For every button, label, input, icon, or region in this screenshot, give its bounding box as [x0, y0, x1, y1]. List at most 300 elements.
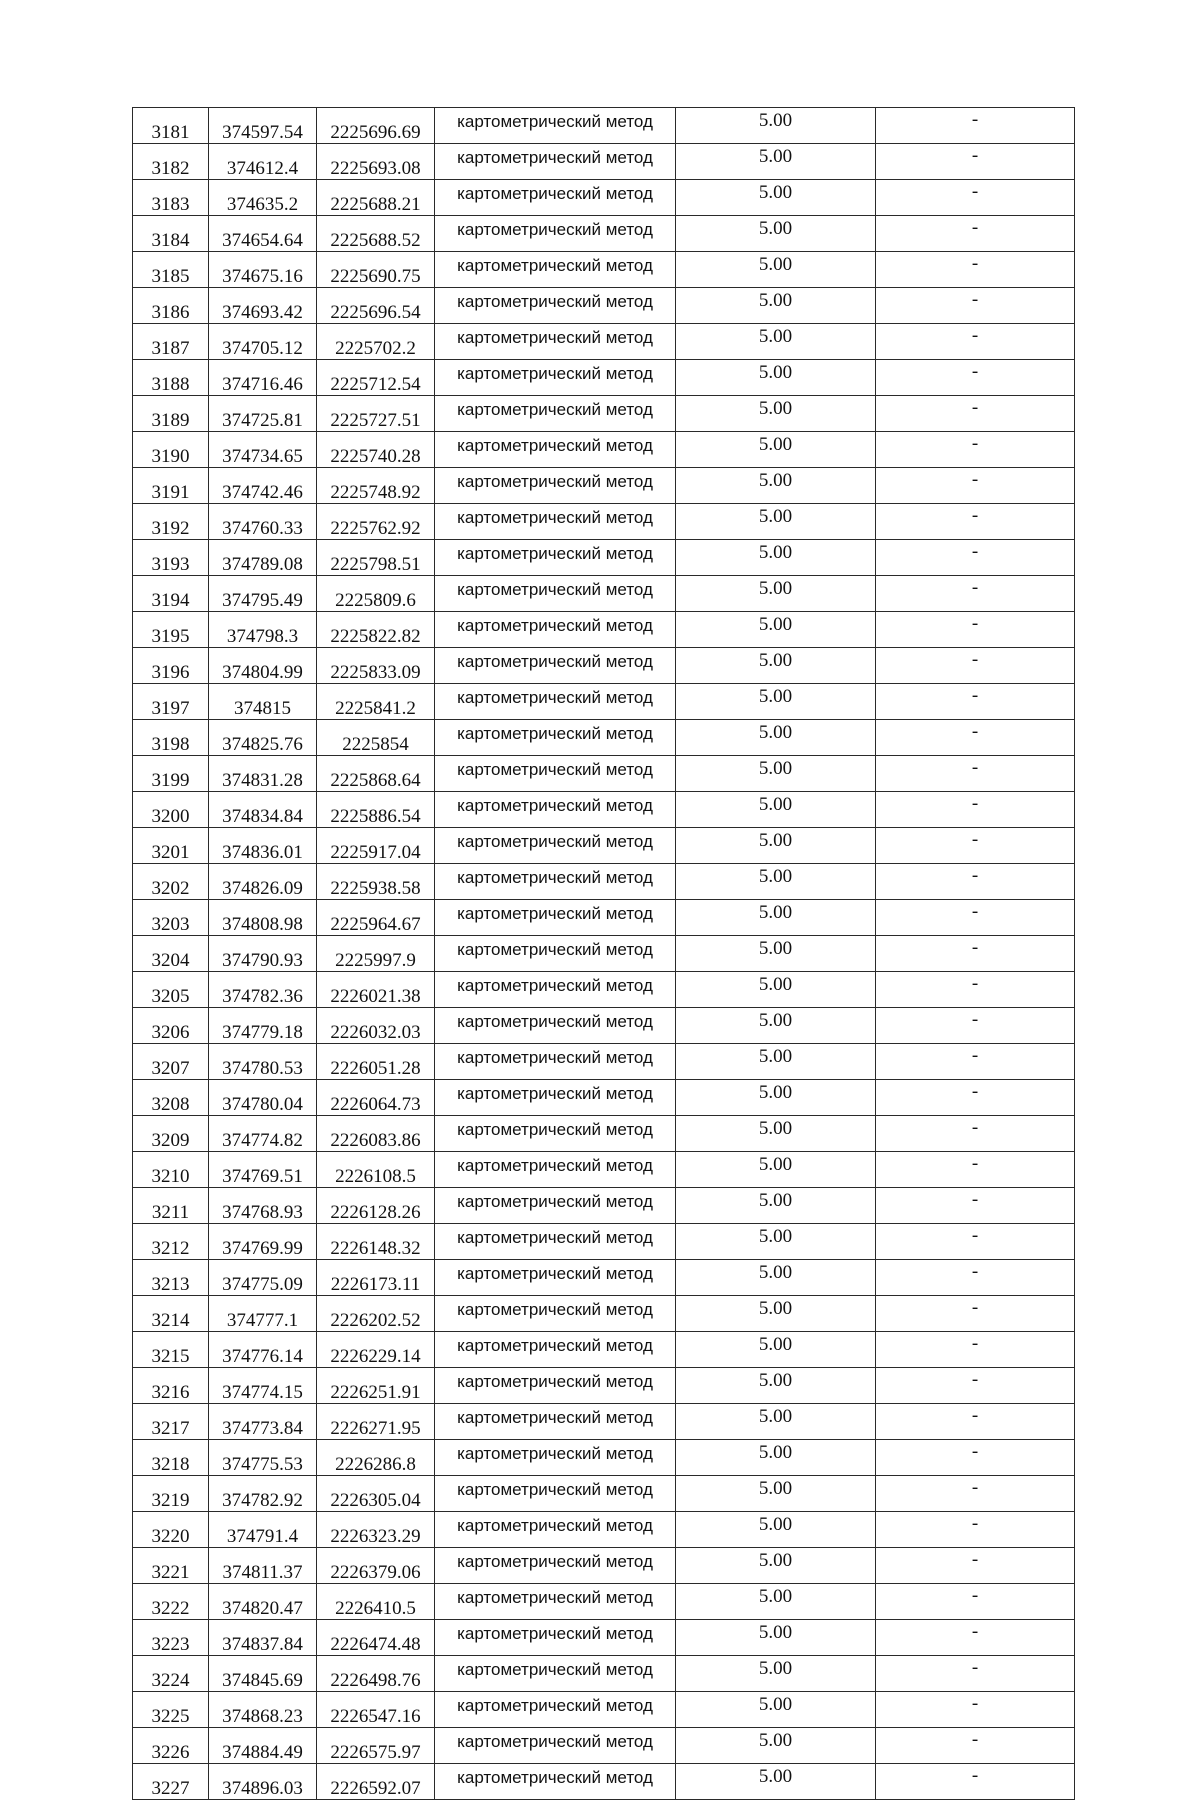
y-coordinate-cell: 2226083.86 [317, 1116, 435, 1152]
y-coordinate-cell: 2226271.95 [317, 1404, 435, 1440]
method-cell: картометрический метод [435, 360, 676, 396]
accuracy-cell: 5.00 [676, 468, 876, 504]
accuracy-cell: 5.00 [676, 792, 876, 828]
description-cell: - [876, 1440, 1075, 1476]
table-row [133, 576, 1075, 612]
method-cell: картометрический метод [435, 1152, 676, 1188]
point-number-cell: 3226 [133, 1728, 209, 1764]
point-number-cell: 3194 [133, 576, 209, 612]
x-coordinate-cell: 374836.01 [209, 828, 317, 864]
method-cell: картометрический метод [435, 324, 676, 360]
x-coordinate-cell: 374791.4 [209, 1512, 317, 1548]
y-coordinate-cell: 2226547.16 [317, 1692, 435, 1728]
table-row [133, 936, 1075, 972]
point-number-cell: 3202 [133, 864, 209, 900]
accuracy-cell: 5.00 [676, 1512, 876, 1548]
table-row [133, 1512, 1075, 1548]
x-coordinate-cell: 374654.64 [209, 216, 317, 252]
accuracy-cell: 5.00 [676, 756, 876, 792]
table-row [133, 1224, 1075, 1260]
x-coordinate-cell: 374773.84 [209, 1404, 317, 1440]
method-cell: картометрический метод [435, 1476, 676, 1512]
accuracy-cell: 5.00 [676, 900, 876, 936]
description-cell: - [876, 396, 1075, 432]
table-row [133, 1188, 1075, 1224]
description-cell: - [876, 1404, 1075, 1440]
method-cell: картометрический метод [435, 1332, 676, 1368]
point-number-cell: 3224 [133, 1656, 209, 1692]
accuracy-cell: 5.00 [676, 504, 876, 540]
table-row [133, 144, 1075, 180]
x-coordinate-cell: 374790.93 [209, 936, 317, 972]
table-row [133, 864, 1075, 900]
description-cell: - [876, 432, 1075, 468]
y-coordinate-cell: 2225702.2 [317, 324, 435, 360]
y-coordinate-cell: 2225833.09 [317, 648, 435, 684]
method-cell: картометрический метод [435, 396, 676, 432]
y-coordinate-cell: 2226379.06 [317, 1548, 435, 1584]
accuracy-cell: 5.00 [676, 1584, 876, 1620]
table-row [133, 1044, 1075, 1080]
table-row [133, 216, 1075, 252]
point-number-cell: 3210 [133, 1152, 209, 1188]
table-row [133, 756, 1075, 792]
x-coordinate-cell: 374675.16 [209, 252, 317, 288]
y-coordinate-cell: 2226108.5 [317, 1152, 435, 1188]
description-cell: - [876, 648, 1075, 684]
description-cell: - [876, 1296, 1075, 1332]
point-number-cell: 3206 [133, 1008, 209, 1044]
point-number-cell: 3189 [133, 396, 209, 432]
method-cell: картометрический метод [435, 432, 676, 468]
accuracy-cell: 5.00 [676, 108, 876, 144]
description-cell: - [876, 1332, 1075, 1368]
method-cell: картометрический метод [435, 612, 676, 648]
point-number-cell: 3208 [133, 1080, 209, 1116]
x-coordinate-cell: 374742.46 [209, 468, 317, 504]
table-row [133, 684, 1075, 720]
method-cell: картометрический метод [435, 288, 676, 324]
point-number-cell: 3191 [133, 468, 209, 504]
accuracy-cell: 5.00 [676, 1116, 876, 1152]
description-cell: - [876, 1224, 1075, 1260]
x-coordinate-cell: 374884.49 [209, 1728, 317, 1764]
point-number-cell: 3225 [133, 1692, 209, 1728]
description-cell: - [876, 360, 1075, 396]
table-row [133, 1260, 1075, 1296]
y-coordinate-cell: 2226021.38 [317, 972, 435, 1008]
description-cell: - [876, 1260, 1075, 1296]
point-number-cell: 3195 [133, 612, 209, 648]
accuracy-cell: 5.00 [676, 1080, 876, 1116]
description-cell: - [876, 324, 1075, 360]
accuracy-cell: 5.00 [676, 1296, 876, 1332]
point-number-cell: 3199 [133, 756, 209, 792]
table-row [133, 1404, 1075, 1440]
point-number-cell: 3186 [133, 288, 209, 324]
y-coordinate-cell: 2226229.14 [317, 1332, 435, 1368]
accuracy-cell: 5.00 [676, 1368, 876, 1404]
y-coordinate-cell: 2225696.69 [317, 108, 435, 144]
accuracy-cell: 5.00 [676, 684, 876, 720]
table-row [133, 648, 1075, 684]
method-cell: картометрический метод [435, 1188, 676, 1224]
accuracy-cell: 5.00 [676, 288, 876, 324]
x-coordinate-cell: 374769.51 [209, 1152, 317, 1188]
accuracy-cell: 5.00 [676, 576, 876, 612]
table-row [133, 360, 1075, 396]
x-coordinate-cell: 374896.03 [209, 1764, 317, 1800]
accuracy-cell: 5.00 [676, 432, 876, 468]
y-coordinate-cell: 2226410.5 [317, 1584, 435, 1620]
x-coordinate-cell: 374782.92 [209, 1476, 317, 1512]
point-number-cell: 3213 [133, 1260, 209, 1296]
description-cell: - [876, 1044, 1075, 1080]
point-number-cell: 3217 [133, 1404, 209, 1440]
y-coordinate-cell: 2226148.32 [317, 1224, 435, 1260]
description-cell: - [876, 144, 1075, 180]
method-cell: картометрический метод [435, 1260, 676, 1296]
table-row [133, 1692, 1075, 1728]
point-number-cell: 3193 [133, 540, 209, 576]
x-coordinate-cell: 374768.93 [209, 1188, 317, 1224]
accuracy-cell: 5.00 [676, 612, 876, 648]
description-cell: - [876, 1548, 1075, 1584]
x-coordinate-cell: 374804.99 [209, 648, 317, 684]
table-row [133, 972, 1075, 1008]
point-number-cell: 3214 [133, 1296, 209, 1332]
accuracy-cell: 5.00 [676, 1728, 876, 1764]
accuracy-cell: 5.00 [676, 180, 876, 216]
description-cell: - [876, 1368, 1075, 1404]
method-cell: картометрический метод [435, 648, 676, 684]
point-number-cell: 3207 [133, 1044, 209, 1080]
y-coordinate-cell: 2226032.03 [317, 1008, 435, 1044]
table-row [133, 108, 1075, 144]
x-coordinate-cell: 374774.15 [209, 1368, 317, 1404]
accuracy-cell: 5.00 [676, 1440, 876, 1476]
y-coordinate-cell: 2225688.52 [317, 216, 435, 252]
description-cell: - [876, 288, 1075, 324]
accuracy-cell: 5.00 [676, 1692, 876, 1728]
y-coordinate-cell: 2226286.8 [317, 1440, 435, 1476]
point-number-cell: 3220 [133, 1512, 209, 1548]
description-cell: - [876, 720, 1075, 756]
x-coordinate-cell: 374815 [209, 684, 317, 720]
method-cell: картометрический метод [435, 1548, 676, 1584]
y-coordinate-cell: 2225748.92 [317, 468, 435, 504]
method-cell: картометрический метод [435, 1584, 676, 1620]
y-coordinate-cell: 2225690.75 [317, 252, 435, 288]
point-number-cell: 3185 [133, 252, 209, 288]
y-coordinate-cell: 2225712.54 [317, 360, 435, 396]
x-coordinate-cell: 374845.69 [209, 1656, 317, 1692]
accuracy-cell: 5.00 [676, 396, 876, 432]
y-coordinate-cell: 2225727.51 [317, 396, 435, 432]
method-cell: картометрический метод [435, 1692, 676, 1728]
method-cell: картометрический метод [435, 180, 676, 216]
y-coordinate-cell: 2226173.11 [317, 1260, 435, 1296]
x-coordinate-cell: 374774.82 [209, 1116, 317, 1152]
point-number-cell: 3222 [133, 1584, 209, 1620]
description-cell: - [876, 1080, 1075, 1116]
table-row [133, 1728, 1075, 1764]
point-number-cell: 3204 [133, 936, 209, 972]
x-coordinate-cell: 374769.99 [209, 1224, 317, 1260]
table-row [133, 1476, 1075, 1512]
point-number-cell: 3201 [133, 828, 209, 864]
table-row [133, 1368, 1075, 1404]
table-row [133, 1440, 1075, 1476]
description-cell: - [876, 900, 1075, 936]
y-coordinate-cell: 2225938.58 [317, 864, 435, 900]
method-cell: картометрический метод [435, 936, 676, 972]
x-coordinate-cell: 374831.28 [209, 756, 317, 792]
y-coordinate-cell: 2226498.76 [317, 1656, 435, 1692]
method-cell: картометрический метод [435, 1620, 676, 1656]
table-row [133, 1620, 1075, 1656]
y-coordinate-cell: 2226128.26 [317, 1188, 435, 1224]
method-cell: картометрический метод [435, 1404, 676, 1440]
y-coordinate-cell: 2225997.9 [317, 936, 435, 972]
description-cell: - [876, 504, 1075, 540]
accuracy-cell: 5.00 [676, 1008, 876, 1044]
point-number-cell: 3205 [133, 972, 209, 1008]
y-coordinate-cell: 2226202.52 [317, 1296, 435, 1332]
method-cell: картометрический метод [435, 1728, 676, 1764]
accuracy-cell: 5.00 [676, 1224, 876, 1260]
x-coordinate-cell: 374808.98 [209, 900, 317, 936]
description-cell: - [876, 1692, 1075, 1728]
method-cell: картометрический метод [435, 1044, 676, 1080]
y-coordinate-cell: 2226251.91 [317, 1368, 435, 1404]
description-cell: - [876, 612, 1075, 648]
method-cell: картометрический метод [435, 468, 676, 504]
method-cell: картометрический метод [435, 1008, 676, 1044]
accuracy-cell: 5.00 [676, 1332, 876, 1368]
x-coordinate-cell: 374734.65 [209, 432, 317, 468]
method-cell: картометрический метод [435, 1656, 676, 1692]
accuracy-cell: 5.00 [676, 1656, 876, 1692]
method-cell: картометрический метод [435, 1224, 676, 1260]
x-coordinate-cell: 374777.1 [209, 1296, 317, 1332]
description-cell: - [876, 864, 1075, 900]
x-coordinate-cell: 374705.12 [209, 324, 317, 360]
accuracy-cell: 5.00 [676, 540, 876, 576]
point-number-cell: 3200 [133, 792, 209, 828]
description-cell: - [876, 216, 1075, 252]
accuracy-cell: 5.00 [676, 1548, 876, 1584]
point-number-cell: 3196 [133, 648, 209, 684]
description-cell: - [876, 756, 1075, 792]
method-cell: картометрический метод [435, 828, 676, 864]
y-coordinate-cell: 2225762.92 [317, 504, 435, 540]
point-number-cell: 3209 [133, 1116, 209, 1152]
x-coordinate-cell: 374868.23 [209, 1692, 317, 1728]
x-coordinate-cell: 374775.53 [209, 1440, 317, 1476]
method-cell: картометрический метод [435, 792, 676, 828]
y-coordinate-cell: 2225854 [317, 720, 435, 756]
x-coordinate-cell: 374780.53 [209, 1044, 317, 1080]
point-number-cell: 3203 [133, 900, 209, 936]
description-cell: - [876, 108, 1075, 144]
y-coordinate-cell: 2225688.21 [317, 180, 435, 216]
table-row [133, 1008, 1075, 1044]
method-cell: картометрический метод [435, 972, 676, 1008]
accuracy-cell: 5.00 [676, 360, 876, 396]
y-coordinate-cell: 2225822.82 [317, 612, 435, 648]
point-number-cell: 3218 [133, 1440, 209, 1476]
description-cell: - [876, 684, 1075, 720]
accuracy-cell: 5.00 [676, 324, 876, 360]
y-coordinate-cell: 2225917.04 [317, 828, 435, 864]
point-number-cell: 3223 [133, 1620, 209, 1656]
point-number-cell: 3219 [133, 1476, 209, 1512]
description-cell: - [876, 180, 1075, 216]
accuracy-cell: 5.00 [676, 648, 876, 684]
coordinates-table-body [133, 108, 1075, 1800]
table-row [133, 1116, 1075, 1152]
point-number-cell: 3182 [133, 144, 209, 180]
method-cell: картометрический метод [435, 1296, 676, 1332]
method-cell: картометрический метод [435, 1368, 676, 1404]
table-row [133, 504, 1075, 540]
method-cell: картометрический метод [435, 252, 676, 288]
point-number-cell: 3192 [133, 504, 209, 540]
accuracy-cell: 5.00 [676, 1188, 876, 1224]
method-cell: картометрический метод [435, 1080, 676, 1116]
method-cell: картометрический метод [435, 216, 676, 252]
table-row [133, 1152, 1075, 1188]
x-coordinate-cell: 374779.18 [209, 1008, 317, 1044]
x-coordinate-cell: 374795.49 [209, 576, 317, 612]
table-row [133, 1764, 1075, 1800]
table-row [133, 1656, 1075, 1692]
description-cell: - [876, 576, 1075, 612]
y-coordinate-cell: 2226575.97 [317, 1728, 435, 1764]
description-cell: - [876, 1764, 1075, 1800]
point-number-cell: 3187 [133, 324, 209, 360]
description-cell: - [876, 828, 1075, 864]
table-row [133, 1080, 1075, 1116]
method-cell: картометрический метод [435, 144, 676, 180]
accuracy-cell: 5.00 [676, 720, 876, 756]
coordinates-table [132, 107, 1075, 1800]
method-cell: картометрический метод [435, 864, 676, 900]
point-number-cell: 3227 [133, 1764, 209, 1800]
table-row [133, 1296, 1075, 1332]
x-coordinate-cell: 374612.4 [209, 144, 317, 180]
method-cell: картометрический метод [435, 1764, 676, 1800]
method-cell: картометрический метод [435, 504, 676, 540]
method-cell: картометрический метод [435, 1440, 676, 1476]
method-cell: картометрический метод [435, 900, 676, 936]
description-cell: - [876, 936, 1075, 972]
point-number-cell: 3198 [133, 720, 209, 756]
table-row [133, 324, 1075, 360]
x-coordinate-cell: 374834.84 [209, 792, 317, 828]
accuracy-cell: 5.00 [676, 1476, 876, 1512]
description-cell: - [876, 1620, 1075, 1656]
description-cell: - [876, 1188, 1075, 1224]
y-coordinate-cell: 2226474.48 [317, 1620, 435, 1656]
accuracy-cell: 5.00 [676, 1764, 876, 1800]
method-cell: картометрический метод [435, 576, 676, 612]
accuracy-cell: 5.00 [676, 936, 876, 972]
table-row [133, 828, 1075, 864]
y-coordinate-cell: 2226051.28 [317, 1044, 435, 1080]
description-cell: - [876, 1152, 1075, 1188]
description-cell: - [876, 1008, 1075, 1044]
table-row [133, 720, 1075, 756]
table-row [133, 396, 1075, 432]
description-cell: - [876, 252, 1075, 288]
accuracy-cell: 5.00 [676, 144, 876, 180]
y-coordinate-cell: 2226064.73 [317, 1080, 435, 1116]
description-cell: - [876, 1656, 1075, 1692]
accuracy-cell: 5.00 [676, 972, 876, 1008]
x-coordinate-cell: 374789.08 [209, 540, 317, 576]
point-number-cell: 3181 [133, 108, 209, 144]
accuracy-cell: 5.00 [676, 252, 876, 288]
table-row [133, 1584, 1075, 1620]
y-coordinate-cell: 2225964.67 [317, 900, 435, 936]
method-cell: картометрический метод [435, 108, 676, 144]
x-coordinate-cell: 374837.84 [209, 1620, 317, 1656]
point-number-cell: 3216 [133, 1368, 209, 1404]
accuracy-cell: 5.00 [676, 216, 876, 252]
y-coordinate-cell: 2226305.04 [317, 1476, 435, 1512]
accuracy-cell: 5.00 [676, 828, 876, 864]
method-cell: картометрический метод [435, 756, 676, 792]
x-coordinate-cell: 374716.46 [209, 360, 317, 396]
table-row [133, 468, 1075, 504]
table-row [133, 900, 1075, 936]
point-number-cell: 3184 [133, 216, 209, 252]
x-coordinate-cell: 374760.33 [209, 504, 317, 540]
table-row [133, 432, 1075, 468]
x-coordinate-cell: 374820.47 [209, 1584, 317, 1620]
x-coordinate-cell: 374693.42 [209, 288, 317, 324]
y-coordinate-cell: 2225868.64 [317, 756, 435, 792]
description-cell: - [876, 1728, 1075, 1764]
x-coordinate-cell: 374811.37 [209, 1548, 317, 1584]
x-coordinate-cell: 374825.76 [209, 720, 317, 756]
description-cell: - [876, 972, 1075, 1008]
table-row [133, 1548, 1075, 1584]
table-row [133, 540, 1075, 576]
description-cell: - [876, 1584, 1075, 1620]
y-coordinate-cell: 2225841.2 [317, 684, 435, 720]
point-number-cell: 3211 [133, 1188, 209, 1224]
point-number-cell: 3212 [133, 1224, 209, 1260]
x-coordinate-cell: 374826.09 [209, 864, 317, 900]
point-number-cell: 3221 [133, 1548, 209, 1584]
x-coordinate-cell: 374725.81 [209, 396, 317, 432]
table-row [133, 1332, 1075, 1368]
point-number-cell: 3190 [133, 432, 209, 468]
description-cell: - [876, 1476, 1075, 1512]
y-coordinate-cell: 2225693.08 [317, 144, 435, 180]
accuracy-cell: 5.00 [676, 1620, 876, 1656]
point-number-cell: 3215 [133, 1332, 209, 1368]
method-cell: картометрический метод [435, 540, 676, 576]
method-cell: картометрический метод [435, 684, 676, 720]
table-row [133, 792, 1075, 828]
y-coordinate-cell: 2226323.29 [317, 1512, 435, 1548]
x-coordinate-cell: 374635.2 [209, 180, 317, 216]
table-row [133, 612, 1075, 648]
